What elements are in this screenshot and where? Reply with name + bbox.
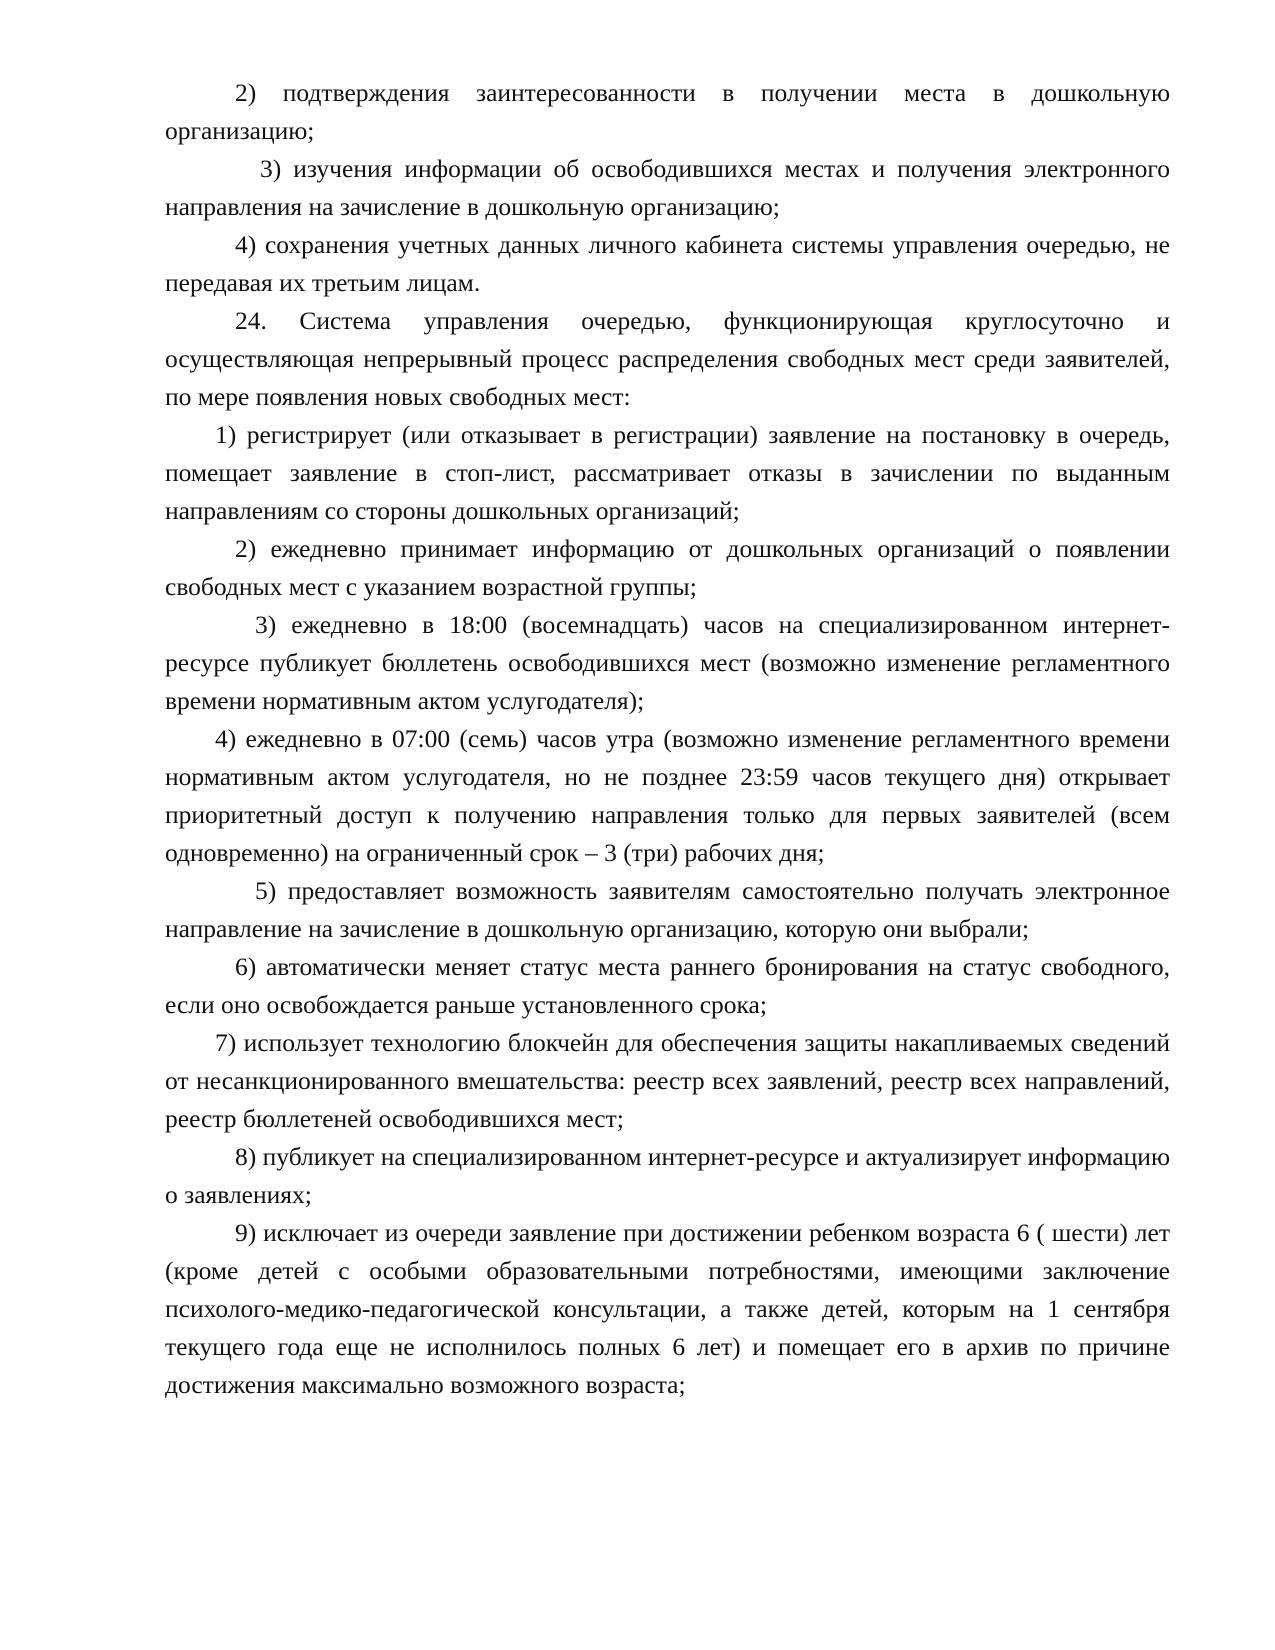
document-body xyxy=(165,74,1170,1404)
paragraph-item-9-excludes: 9) исключает из очереди заявление при достижении ребенком возраста 6 ( шести) лет (кроме детей с особыми образовательными потребностями, имеющими заключение психолого-медико-педагогической консультации, а также детей, которым на 1 сентября текущего года еще не исполнилось полных 6 лет) и помещает его в архив по причине достижения максимально возможного возраста; xyxy=(165,1218,1170,1399)
paragraph-item-1-registers: 1) регистрирует (или отказывает в регистрации) заявление на постановку в очередь, помещает заявление в стоп-лист, рассматривает отказы в зачислении по выданным направлениям со стороны дошкольных организаций; xyxy=(165,420,1170,525)
paragraph-item-2-confirm-interest: 2) подтверждения заинтересованности в получении места в дошкольную организацию; xyxy=(165,78,1170,145)
paragraph-item-6-status-change: 6) автоматически меняет статус места раннего бронирования на статус свободного, если оно освобождается раньше установленного срока; xyxy=(165,952,1170,1019)
paragraph-item-3-bulletin: 3) ежедневно в 18:00 (восемнадцать) часов на специализированном интернет-ресурсе публикует бюллетень освободившихся мест (возможно изменение регламентного времени нормативным актом услугодателя); xyxy=(165,610,1170,715)
paragraph-item-8-publishes: 8) публикует на специализированном интернет-ресурсе и актуализирует информацию о заявлениях; xyxy=(165,1142,1170,1209)
paragraph-item-4-save-credentials: 4) сохранения учетных данных личного кабинета системы управления очередью, не передавая их третьим лицам. xyxy=(165,230,1170,297)
paragraph-item-3-study-info: 3) изучения информации об освободившихся местах и получения электронного направления на зачисление в дошкольную организацию; xyxy=(165,154,1170,221)
paragraph-item-5-self-service: 5) предоставляет возможность заявителям самостоятельно получать электронное направление на зачисление в дошкольную организацию, которую они выбрали; xyxy=(165,876,1170,943)
paragraph-section-24: 24. Система управления очередью, функционирующая круглосуточно и осуществляющая непрерывный процесс распределения свободных мест среди заявителей, по мере появления новых свободных мест: xyxy=(165,306,1170,411)
paragraph-item-7-blockchain: 7) использует технологию блокчейн для обеспечения защиты накапливаемых сведений от несанкционированного вмешательства: реестр всех заявлений, реестр всех направлений, реестр бюллетеней освободившихся мест; xyxy=(165,1028,1170,1133)
paragraph-item-2-daily-info: 2) ежедневно принимает информацию от дошкольных организаций о появлении свободных мест с указанием возрастной группы; xyxy=(165,534,1170,601)
paragraph-item-4-priority-access: 4) ежедневно в 07:00 (семь) часов утра (возможно изменение регламентного времени нормативным актом услугодателя, но не позднее 23:59 часов текущего дня) открывает приоритетный доступ к получению направления только для первых заявителей (всем одновременно) на ограниченный срок – 3 (три) рабочих дня; xyxy=(165,724,1170,867)
